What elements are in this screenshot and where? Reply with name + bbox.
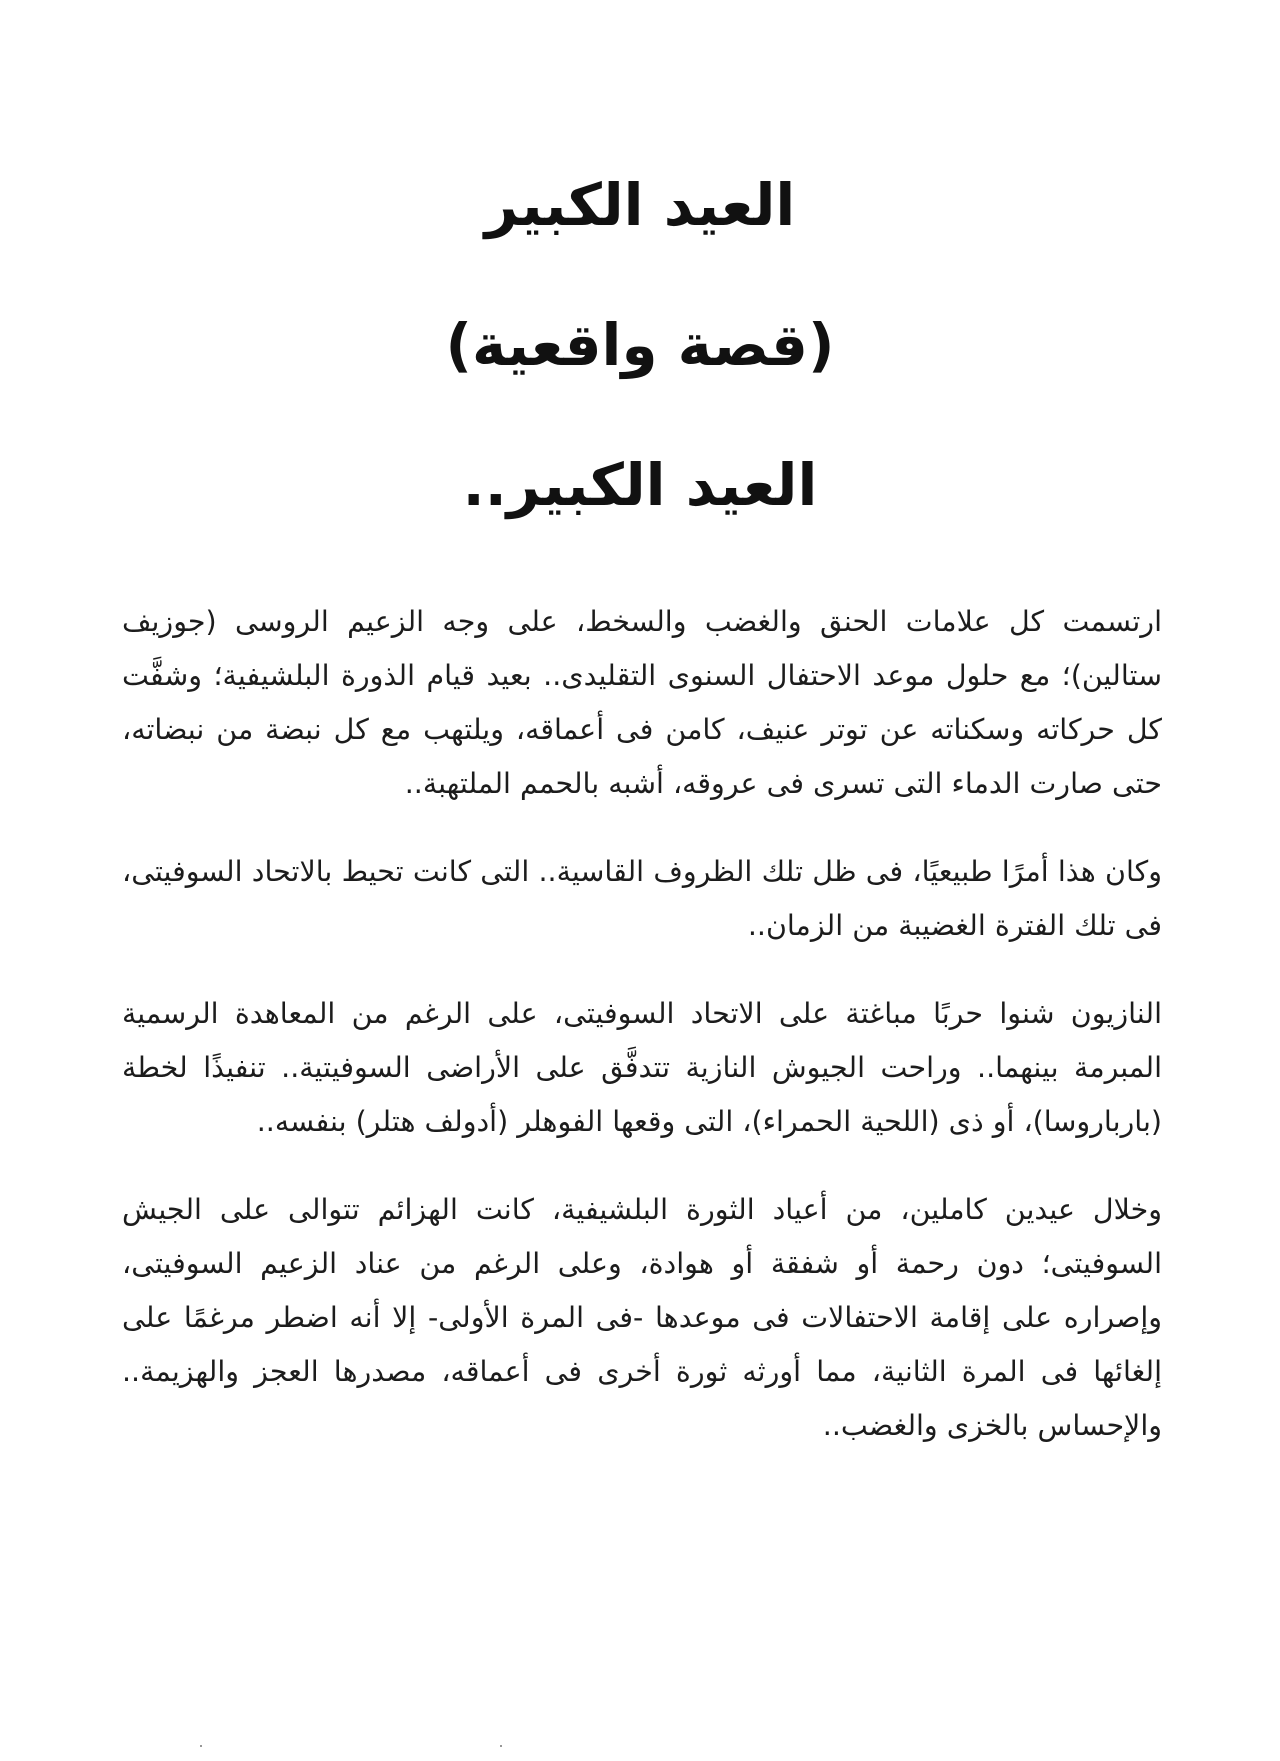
- paragraph: وخلال عيدين كاملين، من أعياد الثورة البلشيفية، كانت الهزائم تتوالى على الجيش السوفيتى؛ دون رحمة أو شفقة أو هوادة، وعلى الرغم من عناد الزعيم السوفيتى، وإصراره على إقامة الاحتفالات فى موعدها -فى المرة الأولى- إلا أنه اضطر مرغمًا على إلغائها فى المرة الثانية، مما أورثه ثورة أخرى فى أعماقه، مصدرها العجز والهزيمة.. والإحساس بالخزى والغضب..: [122, 1193, 1162, 1442]
- page-subtitle: (قصة واقعية): [445, 311, 835, 379]
- paragraph: النازيون شنوا حربًا مباغتة على الاتحاد السوفيتى، على الرغم من المعاهدة الرسمية المبرمة بينهما.. وراحت الجيوش النازية تتدفَّق على الأراضى السوفيتية.. تنفيذًا لخطة (بارباروسا)، أو ذى (اللحية الحمراء)، التى وقعها الفوهلر (أدولف هتلر) بنفسه..: [122, 997, 1162, 1138]
- paragraph: ارتسمت كل علامات الحنق والغضب والسخط، على وجه الزعيم الروسى (جوزيف ستالين)؛ مع حلول موعد الاحتفال السنوى التقليدى.. بعيد قيام الذورة البلشيفية؛ وشفَّت كل حركاته وسكناته عن توتر عنيف، كامن فى أعماقه، ويلتهب مع كل نبضة من نبضاته، حتى صارت الدماء التى تسرى فى عروقه، أشبه بالحمم الملتهبة..: [122, 605, 1162, 800]
- section-heading: العيد الكبير..: [462, 451, 818, 519]
- scan-speck: [200, 1745, 202, 1747]
- scan-speck: [500, 1745, 502, 1747]
- page-title: العيد الكبير: [484, 171, 796, 239]
- page-headings: [0, 170, 1280, 520]
- paragraph: وكان هذا أمرًا طبيعيًا، فى ظل تلك الظروف القاسية.. التى كانت تحيط بالاتحاد السوفيتى، فى تلك الفترة الغضيبة من الزمان..: [122, 855, 1162, 942]
- body-text: [122, 595, 1162, 1453]
